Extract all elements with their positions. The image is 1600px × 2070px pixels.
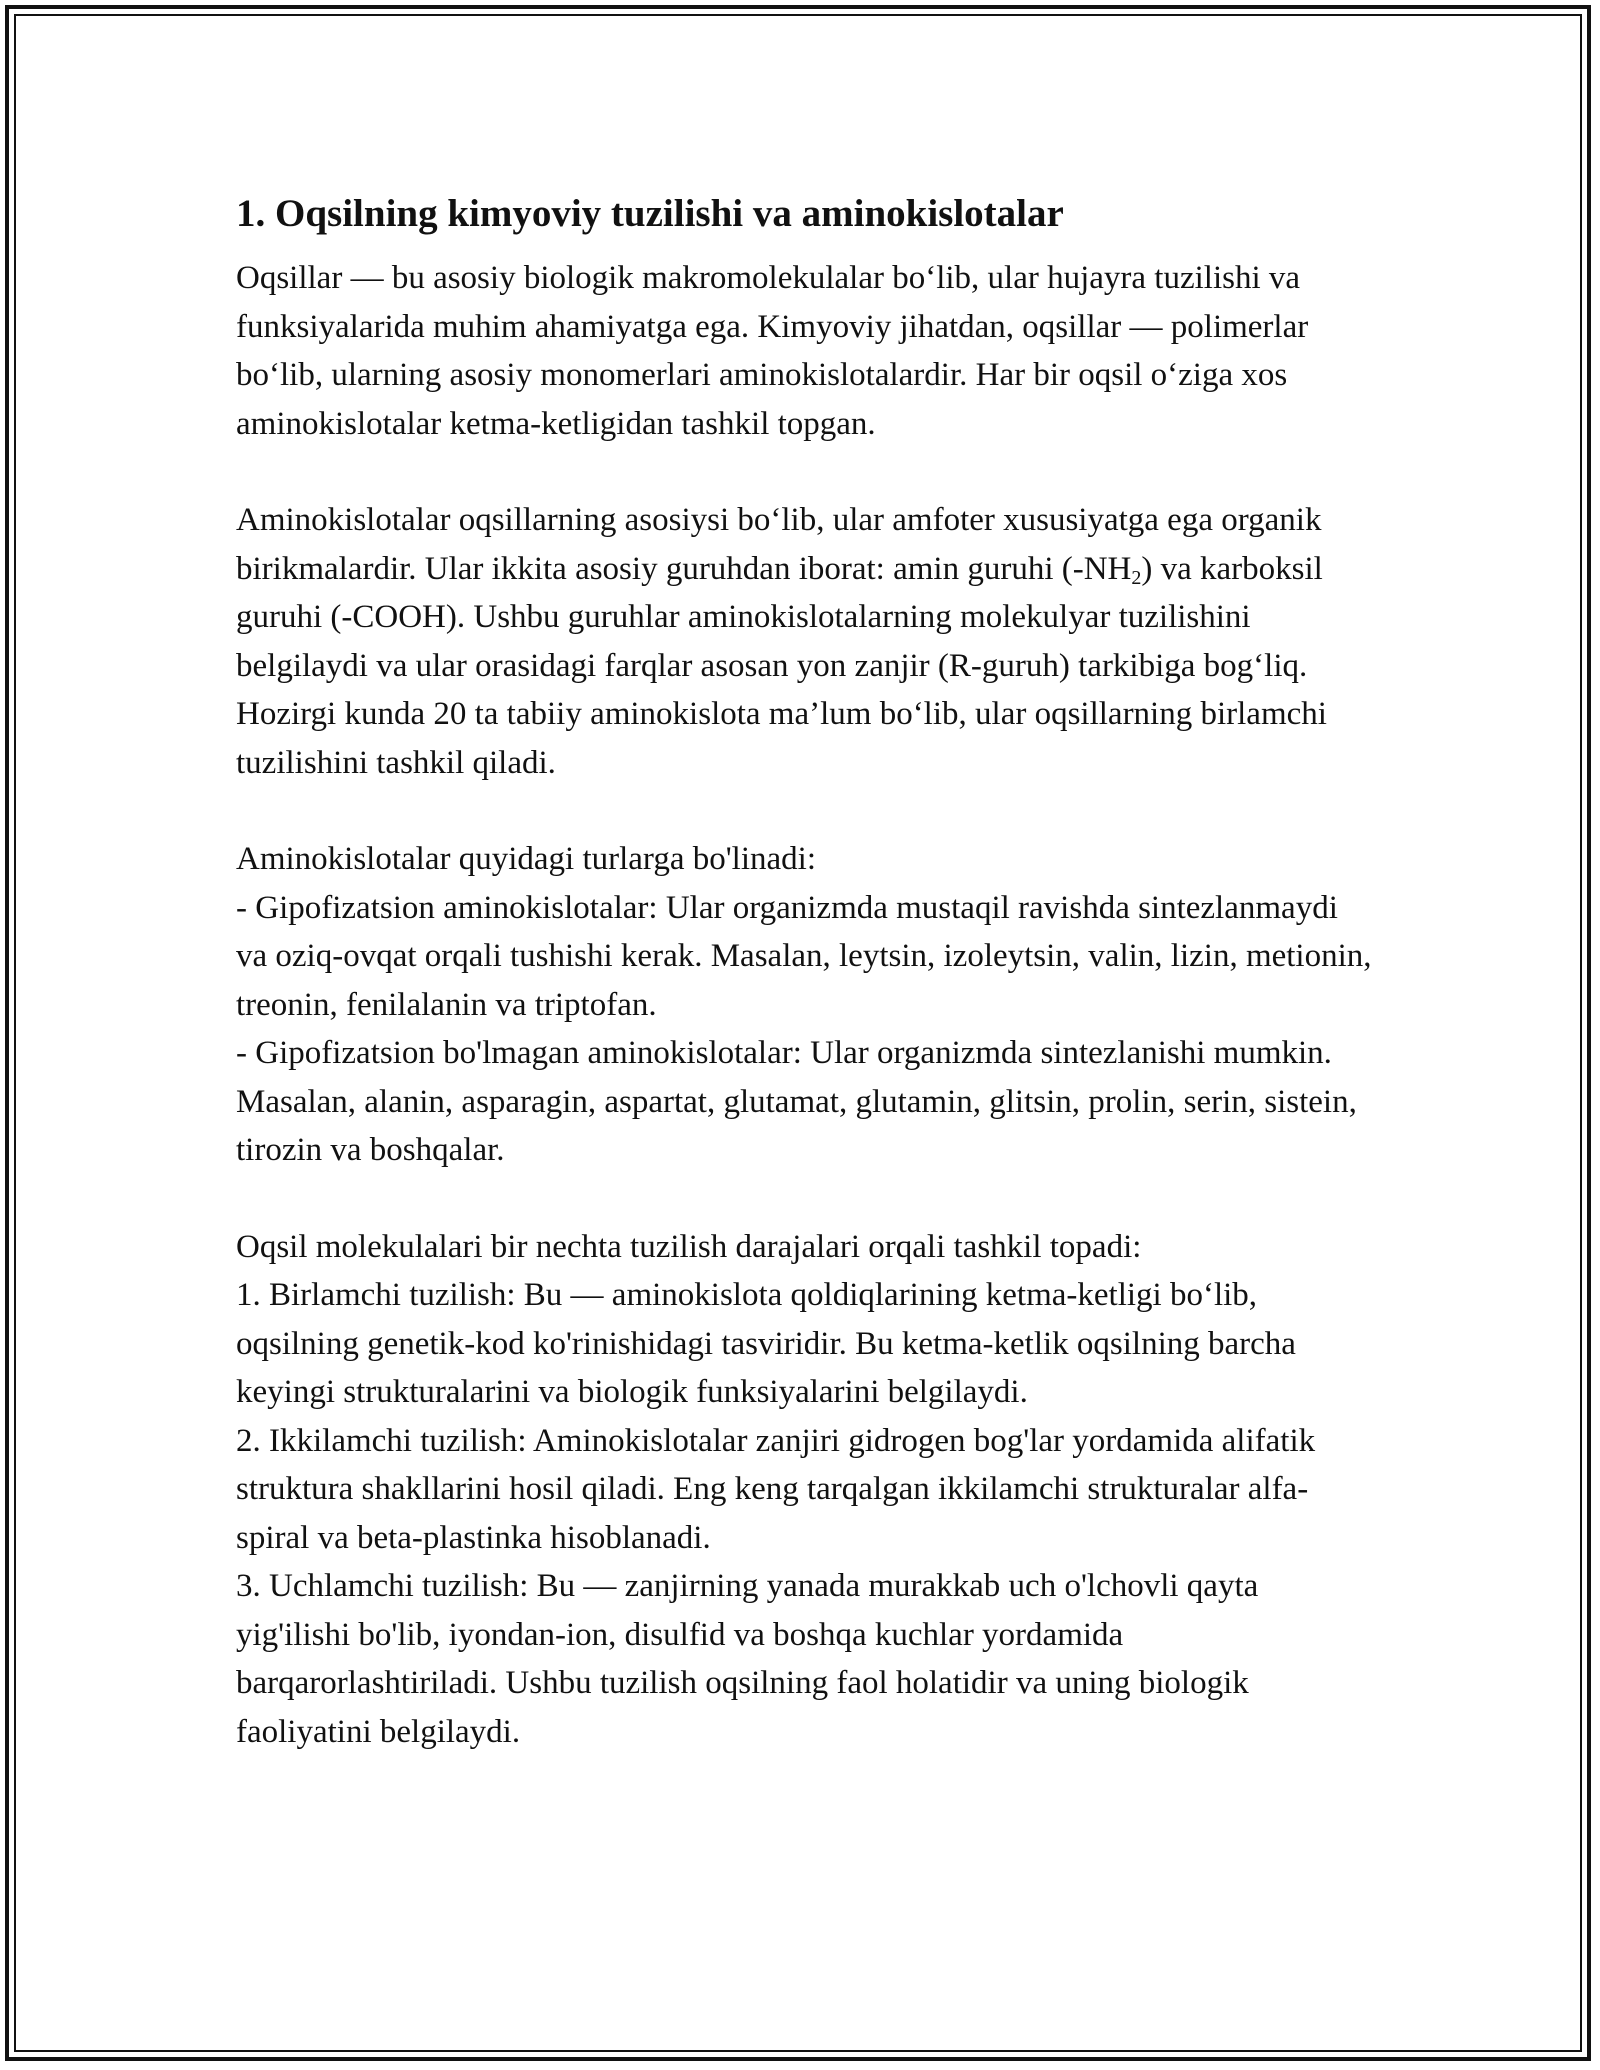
- list-item-secondary: 2. Ikkilamchi tuzilish: Aminokislotalar zanjiri gidrogen bog'lar yordamida alifatik struktura shakllarini hosil qiladi. Eng keng tarqalgan ikkilamchi strukturalar alfa-spiral va beta-plastinka hisoblanadi.: [236, 1422, 1316, 1556]
- paragraph-amino-acids: [236, 496, 1376, 787]
- list-item-tertiary: 3. Uchlamchi tuzilish: Bu — zanjirning yanada murakkab uch o'lchovli qayta yig'ilishi bo'lib, iyondan-ion, disulfid va boshqa kuchlar yordamida barqarorlashtiriladi. Ushbu tuzilish oqsilning faol holatidir va uning biologik faoliyatini belgilaydi.: [236, 1568, 1259, 1750]
- section-heading: 1. Oqsilning kimyoviy tuzilishi va aminokislotalar: [236, 192, 1064, 235]
- paragraph-amino-types: [236, 835, 1376, 1175]
- amino-types-intro: Aminokislotalar quyidagi turlarga bo'linadi:: [236, 841, 816, 877]
- list-item-primary: 1. Birlamchi tuzilish: Bu — aminokislota qoldiqlarining ketma-ketligi bo‘lib, oqsilning genetik-kod ko'rinishidagi tasviridir. Bu ketma-ketlik oqsilning barcha keyingi strukturalarini va biologik funksiyalarini belgilaydi.: [236, 1277, 1296, 1410]
- list-item-essential: - Gipofizatsion aminokislotalar: Ular organizmda mustaqil ravishda sintezlanmaydi va oziq-ovqat orqali tushishi kerak. Masalan, leytsin, izoleytsin, valin, lizin, metionin, treonin, fenilalanin va triptofan.: [236, 889, 1372, 1023]
- paragraph-structure-levels: [236, 1223, 1376, 1757]
- subscript-2: 2: [1131, 566, 1142, 589]
- paragraph-amino-acids-text: Aminokislotalar oqsillarning asosiysi bo‘lib, ular amfoter xususiyatga ega organik birikmalardir. Ular ikkita asosiy guruhdan iborat: amin guruhi (-NH: [236, 502, 1322, 587]
- structure-levels-intro: Oqsil molekulalari bir nechta tuzilish darajalari orqali tashkil topadi:: [236, 1228, 1142, 1265]
- list-item-nonessential: - Gipofizatsion bo'lmagan aminokislotalar: Ular organizmda sintezlanishi mumkin. Masalan, alanin, asparagin, aspartat, glutamat, glutamin, glitsin, prolin, serin, sistein, tirozin va boshqalar.: [236, 1035, 1357, 1168]
- document-body: [236, 188, 1376, 1756]
- paragraph-intro: Oqsillar — bu asosiy biologik makromolekulalar bo‘lib, ular hujayra tuzilishi va funksiyalarida muhim ahamiyatga ega. Kimyoviy jihatdan, oqsillar — polimerlar bo‘lib, ularning asosiy monomerlari aminokislotalardir. Har bir oqsil o‘ziga xos aminokislotalar ketma-ketligidan tashkil topgan.: [236, 260, 1309, 442]
- paragraph-amino-acids-text-cont: ) va karboksil guruhi (-COOH). Ushbu guruhlar aminokislotalarning molekulyar tuzilishini belgilaydi va ular orasidagi farqlar asosan yon zanjir (R-guruh) tarkibiga bog‘liq. Hozirgi kunda 20 ta tabiiy aminokislota ma’lum bo‘lib, ular oqsillarning birlamchi tuzilishini tashkil qiladi.: [236, 550, 1327, 781]
